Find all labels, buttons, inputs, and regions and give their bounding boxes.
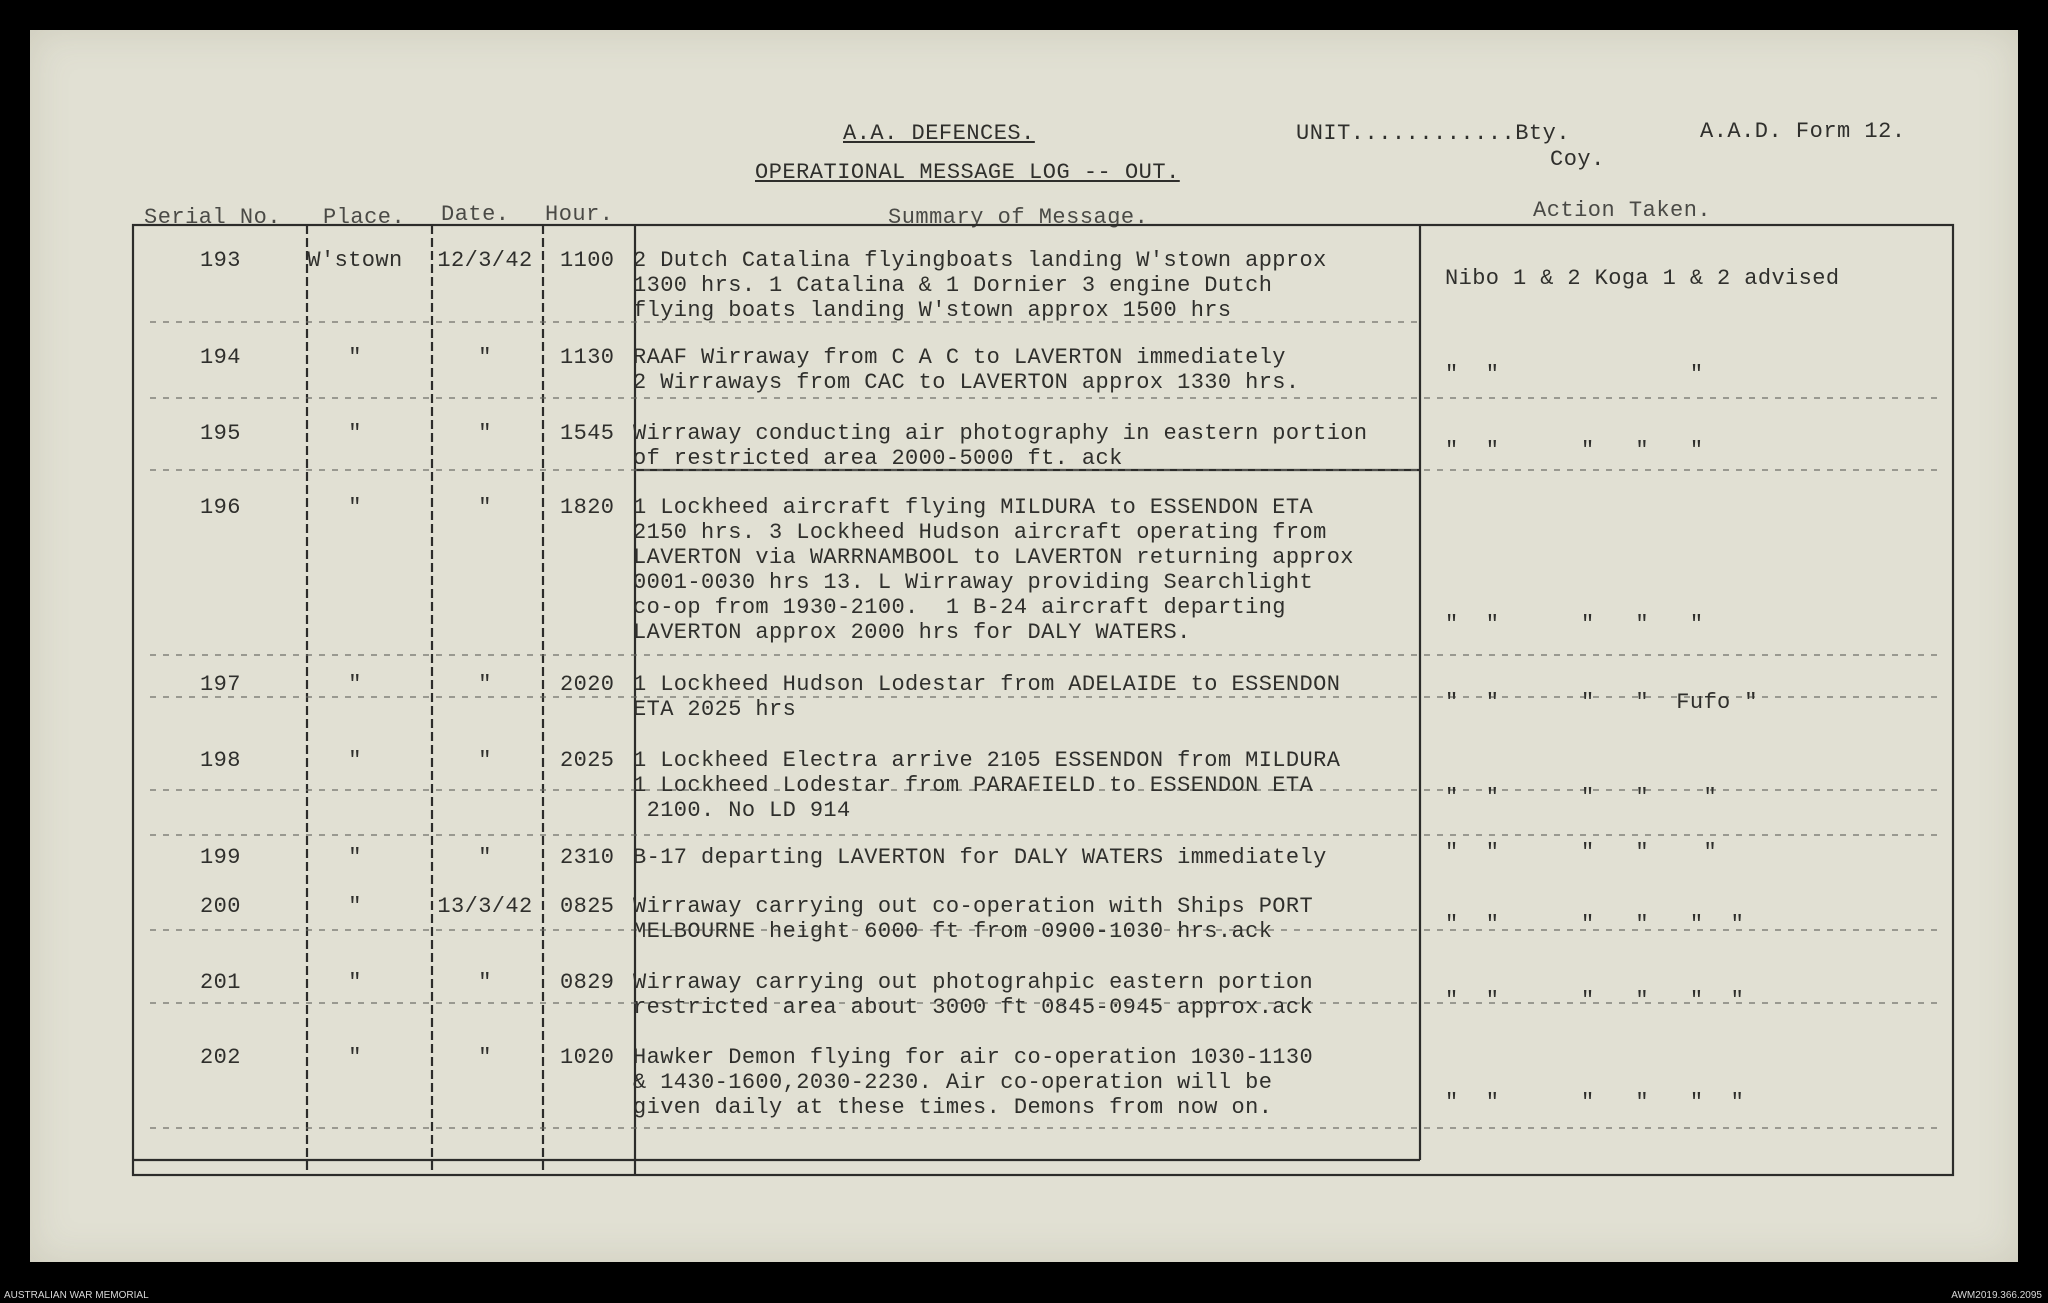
action-taken: " " " " " — [1445, 612, 1704, 637]
summary-line: 1300 hrs. 1 Catalina & 1 Dornier 3 engine Dutch — [633, 273, 1273, 298]
hour: 0825 — [560, 894, 615, 919]
date: " — [478, 748, 492, 773]
summary-line: Wirraway carrying out photograhpic eastern portion — [633, 970, 1314, 995]
action-taken: " " " " Fufo " — [1445, 690, 1758, 715]
summary-line: Wirraway carrying out co-operation with Ships PORT — [633, 894, 1314, 919]
date: " — [478, 495, 492, 520]
summary-line: B-17 departing LAVERTON for DALY WATERS immediately — [633, 845, 1327, 870]
action-taken: " " " " " " — [1445, 1090, 1745, 1115]
unit-label: UNIT............Bty. — [1296, 121, 1571, 146]
serial-number: 202 — [200, 1045, 241, 1070]
hour: 2310 — [560, 845, 615, 870]
summary-line: restricted area about 3000 ft 0845-0945 approx.ack — [633, 995, 1314, 1020]
serial-number: 196 — [200, 495, 241, 520]
place: " — [348, 672, 362, 697]
form-title: A.A. DEFENCES. — [843, 121, 1035, 146]
summary-line: Hawker Demon flying for air co-operation 1030-1130 — [633, 1045, 1314, 1070]
place: " — [348, 970, 362, 995]
action-taken: " " " — [1445, 362, 1704, 387]
serial-number: 195 — [200, 421, 241, 446]
col-header-place: Place. — [323, 205, 406, 230]
summary-line: 1 Lockheed aircraft flying MILDURA to ESSENDON ETA — [633, 495, 1314, 520]
place: " — [348, 748, 362, 773]
summary-line: 1 Lockheed Lodestar from PARAFIELD to ESSENDON ETA — [633, 773, 1314, 798]
hour: 1820 — [560, 495, 615, 520]
summary-line: MELBOURNE height 6000 ft from 0900-1030 hrs.ack — [633, 919, 1273, 944]
place: W'stown — [307, 248, 403, 273]
hour: 1020 — [560, 1045, 615, 1070]
place: " — [348, 345, 362, 370]
hour: 1130 — [560, 345, 615, 370]
place: " — [348, 421, 362, 446]
summary-line: LAVERTON via WARRNAMBOOL to LAVERTON returning approx — [633, 545, 1354, 570]
summary-line: RAAF Wirraway from C A C to LAVERTON immediately — [633, 345, 1286, 370]
summary-line: 2100. No LD 914 — [633, 798, 851, 823]
summary-line: 1 Lockheed Electra arrive 2105 ESSENDON from MILDURA — [633, 748, 1341, 773]
place: " — [348, 845, 362, 870]
summary-line: & 1430-1600,2030-2230. Air co-operation will be — [633, 1070, 1273, 1095]
summary-line: flying boats landing W'stown approx 1500 hrs — [633, 298, 1232, 323]
coy-label: Coy. — [1550, 147, 1605, 172]
action-taken: " " " " " — [1445, 840, 1718, 865]
serial-number: 193 — [200, 248, 241, 273]
hour: 0829 — [560, 970, 615, 995]
summary-line: Wirraway conducting air photography in eastern portion — [633, 421, 1368, 446]
serial-number: 200 — [200, 894, 241, 919]
summary-line: 2150 hrs. 3 Lockheed Hudson aircraft operating from — [633, 520, 1327, 545]
action-taken: " " " " " — [1445, 785, 1718, 810]
hour: 1545 — [560, 421, 615, 446]
serial-number: 199 — [200, 845, 241, 870]
footer-accession-number: AWM2019.366.2095 — [1951, 1290, 2042, 1301]
date: " — [478, 421, 492, 446]
summary-line: 2 Wirraways from CAC to LAVERTON approx 1330 hrs. — [633, 370, 1300, 395]
date: " — [478, 672, 492, 697]
col-header-action: Action Taken. — [1533, 198, 1712, 223]
summary-line: ETA 2025 hrs — [633, 697, 797, 722]
summary-line: 0001-0030 hrs 13. L Wirraway providing Searchlight — [633, 570, 1314, 595]
action-taken: " " " " " " — [1445, 912, 1745, 937]
col-header-serial: Serial No. — [144, 205, 282, 230]
date: 12/3/42 — [437, 248, 533, 273]
col-header-date: Date. — [441, 202, 510, 227]
hour: 2025 — [560, 748, 615, 773]
summary-line: of restricted area 2000-5000 ft. ack — [633, 446, 1123, 471]
summary-line: 1 Lockheed Hudson Lodestar from ADELAIDE to ESSENDON — [633, 672, 1341, 697]
form-number: A.A.D. Form 12. — [1700, 119, 1906, 144]
serial-number: 197 — [200, 672, 241, 697]
date: " — [478, 345, 492, 370]
summary-line: co-op from 1930-2100. 1 B-24 aircraft departing — [633, 595, 1286, 620]
action-taken: Nibo 1 & 2 Koga 1 & 2 advised — [1445, 266, 1840, 291]
action-taken: " " " " " — [1445, 438, 1704, 463]
action-taken: " " " " " " — [1445, 988, 1745, 1013]
footer-institution: AUSTRALIAN WAR MEMORIAL — [4, 1290, 149, 1301]
serial-number: 198 — [200, 748, 241, 773]
place: " — [348, 495, 362, 520]
col-header-summary: Summary of Message. — [888, 205, 1149, 230]
date: 13/3/42 — [437, 894, 533, 919]
summary-line: 2 Dutch Catalina flyingboats landing W'stown approx — [633, 248, 1327, 273]
form-subtitle: OPERATIONAL MESSAGE LOG -- OUT. — [755, 160, 1180, 185]
summary-line: given daily at these times. Demons from now on. — [633, 1095, 1273, 1120]
place: " — [348, 894, 362, 919]
date: " — [478, 970, 492, 995]
place: " — [348, 1045, 362, 1070]
hour: 2020 — [560, 672, 615, 697]
hour: 1100 — [560, 248, 615, 273]
col-header-hour: Hour. — [545, 202, 614, 227]
date: " — [478, 845, 492, 870]
summary-line: LAVERTON approx 2000 hrs for DALY WATERS. — [633, 620, 1191, 645]
serial-number: 194 — [200, 345, 241, 370]
serial-number: 201 — [200, 970, 241, 995]
date: " — [478, 1045, 492, 1070]
